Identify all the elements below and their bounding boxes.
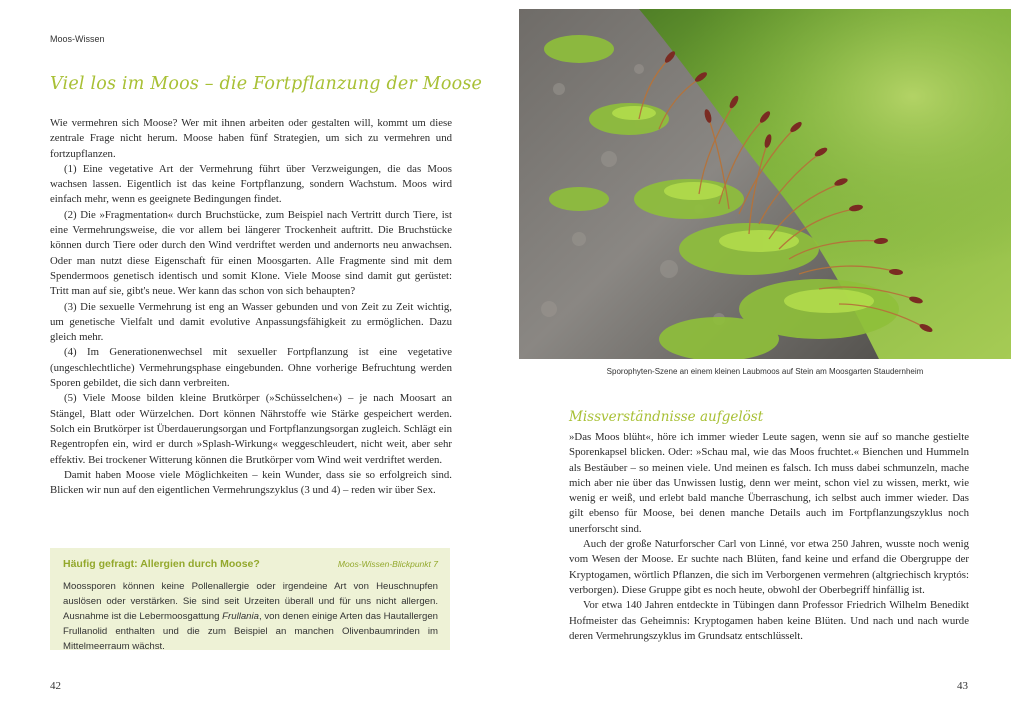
photo-caption: Sporophyten-Szene an einem kleinen Laubmoos auf Stein am Moosgarten Staudernheim	[606, 367, 924, 376]
right-page	[510, 0, 1020, 720]
paragraph: (2) Die »Fragmentation« durch Bruchstücke, zum Beispiel nach Vertritt durch Tiere, ist eine Vermehrungsweise, die vor allem bei längerer Trockenheit auftritt. Die Bruchstücke können durch Tiere oder durch den Wind verdriftet werden und andernorts neu anwachsen. Oder man nutzt diese Eigenschaft für einen Moosgarten. Alle Fragmente sind mit dem Spendermoos genetisch identisch und somit Klone. Viele Moose sind damit gut gerüstet: Tritt man auf sie, gibt's neue. Wer kann das schon von sich behaupten?	[50, 208, 452, 298]
moss-photo	[519, 9, 1011, 359]
section-title: Missverständnisse aufgelöst	[569, 409, 764, 425]
moss-photo-illustration	[519, 9, 1011, 359]
paragraph: Wie vermehren sich Moose? Wer mit ihnen arbeiten oder gestalten will, kommt um diese zentrale Frage nicht herum. Moose haben fünf Strategien, um sich zu vermehren und fortzupflanzen.	[50, 117, 452, 160]
running-head: Moos-Wissen	[50, 34, 105, 44]
paragraph: (5) Viele Moose bilden kleine Brutkörper (»Schüsselchen«) – je nach Moosart an Stängel, Blatt oder Würzelchen. Dort können Nährstoffe wie Stärke gespeichert werden. Solch ein Brutkörper ist Überdauerungsorgan und Fortpflanzungsorgan zugleich. Schlägt ein Regentropfen ein, wird er durch »Splash-Wirkung« weggeschleudert, nicht weit, aber sehr effektiv. Bei trockener Witterung können die Brutkörper vom Wind weit verdriftet werden.	[50, 392, 452, 466]
faq-box	[50, 548, 450, 650]
page-number-right: 43	[957, 680, 968, 692]
paragraph: »Das Moos blüht«, höre ich immer wieder Leute sagen, wenn sie auf so manche gestielte Sporenkapsel blicken. Oder: »Schau mal, wie das Moos fruchtet.« Bienchen und Hummeln als Bestäuber – so meinen viele. Und meinen es falsch. Ich muss dabei schmunzeln, mache mich aber nie über das Unwissen lustig, denn wer meint, schon viel zu wissen, merkt, wie wenig er weiß, und erlebt bald manche Überraschung, ich selbst auch immer wieder. Das gilt ebenso für Moose, bei denen manche Details auch im Fortpflanzungszyklus noch unerforscht sind.	[569, 431, 969, 535]
paragraph: (3) Die sexuelle Vermehrung ist eng an Wasser gebunden und von Zeit zu Zeit wichtig, um genetische Vielfalt und damit evolutive Anpassungsfähigkeit zu ermöglichen. Dazu gleich mehr.	[50, 300, 452, 344]
faq-text-start: Moossporen können keine Pollenallergie oder irgendeine Art von Heuschnupfen auslösen oder verstärken. Sie sind seit Urzeiten überall und für uns nicht allergen. Ausnahme ist die Lebermoosgattung	[63, 581, 438, 622]
left-body-text	[50, 116, 452, 498]
faq-title: Häufig gefragt: Allergien durch Moose?	[63, 558, 260, 570]
paragraph: Vor etwa 140 Jahren entdeckte in Tübingen dann Professor Friedrich Wilhelm Benedikt Hofmeister das Geheimnis: Kryptogamen haben keine Blüten. Und nach und nach wurde deren Vermehrungszyklus im Grundsatz entschlüsselt.	[569, 599, 969, 642]
faq-header	[63, 558, 438, 570]
page-number-left: 42	[50, 680, 61, 692]
right-body-text	[569, 430, 969, 644]
faq-tag: Moos-Wissen-Blickpunkt 7	[337, 559, 438, 569]
faq-genus-name: Frullania	[222, 611, 259, 622]
paragraph: (1) Eine vegetative Art der Vermehrung führt über Verzweigungen, die das Moos wachsen lassen. Eigentlich ist das keine Fortpflanzung, sondern Wachstum. Moos wird einfach mehr, wenn es geeignete Bedingungen findet.	[50, 162, 452, 206]
paragraph: Auch der große Naturforscher Carl von Linné, vor etwa 250 Jahren, wusste noch wenig vom Wesen der Moose. Er suchte nach Blüten, fand keine und erfand die Obergruppe der Kryptogamen, wörtlich Pflanzen, die sich im Verborgenen vermehren (altgriechisch kryptós: verborgen). Diese Gruppe gibt es noch heute, obwohl der Oberbegriff hinfällig ist.	[569, 538, 969, 596]
chapter-title: Viel los im Moos – die Fortpflanzung der Moose	[50, 74, 483, 94]
faq-text-end: , von denen einige Arten das Hautallergen Frullanolid enthalten und die zum Beispiel an manchen Olivenbaumrinden im Mittelmeerraum wächst.	[63, 611, 438, 652]
paragraph: (4) Im Generationenwechsel mit sexueller Fortpflanzung ist eine vegetative (ungeschlechtliche) Vermehrungsphase eingebunden. Ohne vorherige Befruchtung werden Sporen gebildet, die sich dann verbreiten.	[50, 346, 452, 390]
faq-text	[63, 579, 438, 654]
paragraph: Damit haben Moose viele Möglichkeiten – kein Wunder, dass sie so erfolgreich sind. Blicken wir nun auf den eigentlichen Vermehrungszyklus (3 und 4) – reden wir über Sex.	[50, 468, 452, 497]
